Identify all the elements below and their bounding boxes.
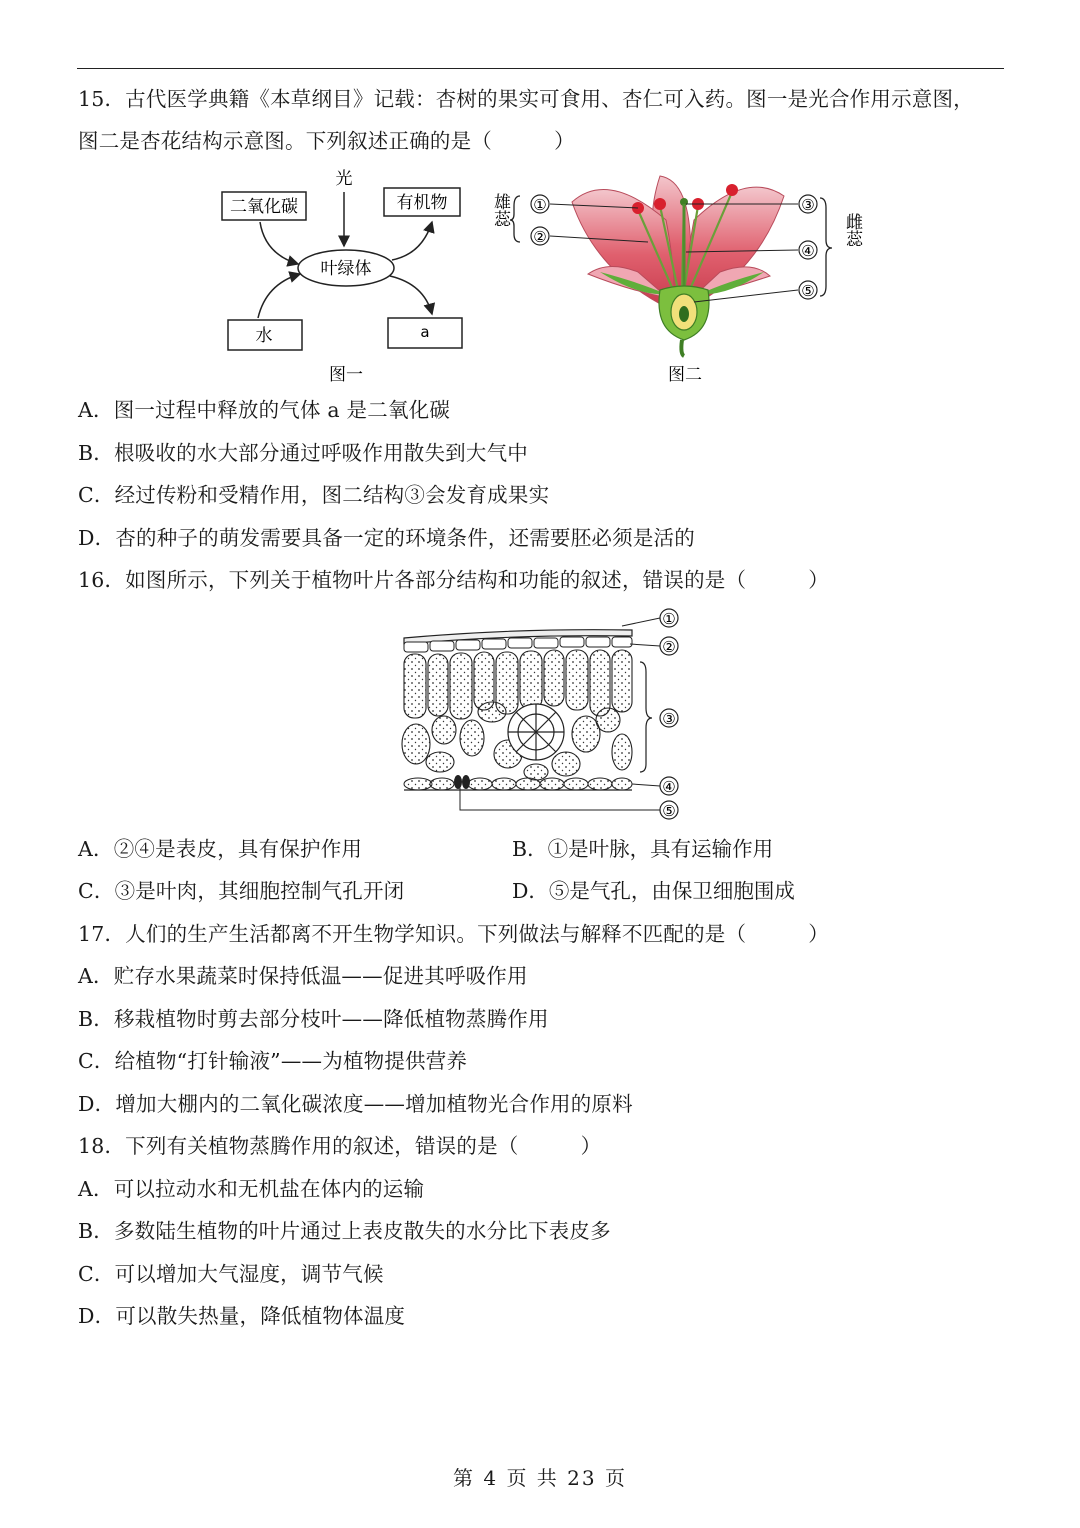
leaf-leader-4 [632, 784, 660, 786]
leaf-marker-1-text: ① [662, 610, 676, 628]
q18-option-c: C．可以增加大气湿度，调节气候 [78, 1262, 384, 1286]
leaf-marker-4-text: ④ [662, 778, 676, 796]
leaf-brace-3 [640, 662, 652, 772]
a-arrow [390, 276, 432, 314]
q15-stem-line2: 图二是杏花结构示意图。下列叙述正确的是（ ） [78, 129, 575, 153]
figure2-caption: 图二 [668, 365, 702, 385]
stamen-label: 雄蕊 [490, 193, 510, 227]
q16-option-c: C．③是叶肉，其细胞控制气孔开闭 [78, 879, 405, 903]
guard-cells [454, 775, 470, 789]
lower-epidermis [404, 778, 632, 790]
q16-stem: 16．如图所示，下列关于植物叶片各部分结构和功能的叙述，错误的是（ ） [78, 568, 829, 592]
marker-3-text: ③ [801, 196, 815, 214]
marker-4-text: ④ [801, 242, 815, 260]
co2-label: 二氧化碳 [230, 197, 298, 217]
leaf-cross-section-diagram [396, 604, 686, 822]
co2-arrow [260, 222, 298, 264]
figure1-caption: 图一 [329, 365, 363, 385]
anther-2 [654, 198, 666, 210]
anther-4 [726, 184, 738, 196]
q18-stem: 18．下列有关植物蒸腾作用的叙述，错误的是（ ） [78, 1134, 602, 1158]
stamen-brace [510, 196, 520, 242]
q17-option-b: B．移栽植物时剪去部分枝叶——降低植物蒸腾作用 [78, 1007, 549, 1031]
q15-option-c: C．经过传粉和受精作用，图二结构③会发育成果实 [78, 483, 550, 507]
palisade-layer [404, 650, 632, 719]
leaf-marker-3-text: ③ [662, 710, 676, 728]
q15-option-b: B．根吸收的水大部分通过呼吸作用散失到大气中 [78, 441, 528, 465]
vein-bundle [508, 704, 564, 760]
header-rule [77, 68, 1004, 69]
a-label: a [420, 323, 430, 341]
q17-option-d: D．增加大棚内的二氧化碳浓度——增加植物光合作用的原料 [78, 1092, 633, 1116]
apricot-flower-diagram [488, 162, 868, 388]
q15-option-d: D．杏的种子的萌发需要具备一定的环境条件，还需要胚必须是活的 [78, 526, 695, 550]
water-label: 水 [255, 326, 273, 346]
flower-stalk [681, 340, 684, 356]
water-arrow [258, 274, 300, 318]
q17-option-c: C．给植物“打针输液”——为植物提供营养 [78, 1049, 468, 1073]
q18-option-d: D．可以散失热量，降低植物体温度 [78, 1304, 406, 1328]
pistil-label: 雌蕊 [842, 213, 862, 247]
q17-option-a: A．贮存水果蔬菜时保持低温——促进其呼吸作用 [78, 964, 528, 988]
marker-5-text: ⑤ [801, 282, 815, 300]
marker-1-text: ① [533, 196, 547, 214]
q18-option-a: A．可以拉动水和无机盐在体内的运输 [78, 1177, 425, 1201]
q16-option-a: A．②④是表皮，具有保护作用 [78, 837, 363, 861]
page-footer: 第 4 页 共 23 页 [453, 1466, 627, 1490]
q16-option-b: B．①是叶脉，具有运输作用 [512, 837, 774, 861]
q18-option-b: B．多数陆生植物的叶片通过上表皮散失的水分比下表皮多 [78, 1219, 611, 1243]
leaf-leader-5 [460, 788, 660, 810]
leaf-marker-5-text: ⑤ [662, 802, 676, 820]
leaf-leader-2 [630, 644, 660, 646]
pistil-brace [820, 198, 832, 296]
photosynthesis-diagram [210, 162, 480, 388]
leaf-marker-2-text: ② [662, 638, 676, 656]
light-label: 光 [335, 169, 353, 189]
q17-stem: 17．人们的生产生活都离不开生物学知识。下列做法与解释不匹配的是（ ） [78, 922, 829, 946]
ovule [679, 306, 689, 322]
q15-stem-line1: 15．古代医学典籍《本草纲目》记载：杏树的果实可食用、杏仁可入药。图一是光合作用示意图， [78, 87, 974, 111]
chloroplast-label: 叶绿体 [320, 259, 372, 279]
q15-option-a: A．图一过程中释放的气体 a 是二氧化碳 [78, 398, 451, 422]
marker-2-text: ② [533, 228, 547, 246]
leaf-leader-1 [622, 618, 660, 626]
organic-label: 有机物 [396, 193, 448, 213]
organic-arrow [392, 222, 432, 260]
q16-option-d: D．⑤是气孔，由保卫细胞围成 [512, 879, 795, 903]
